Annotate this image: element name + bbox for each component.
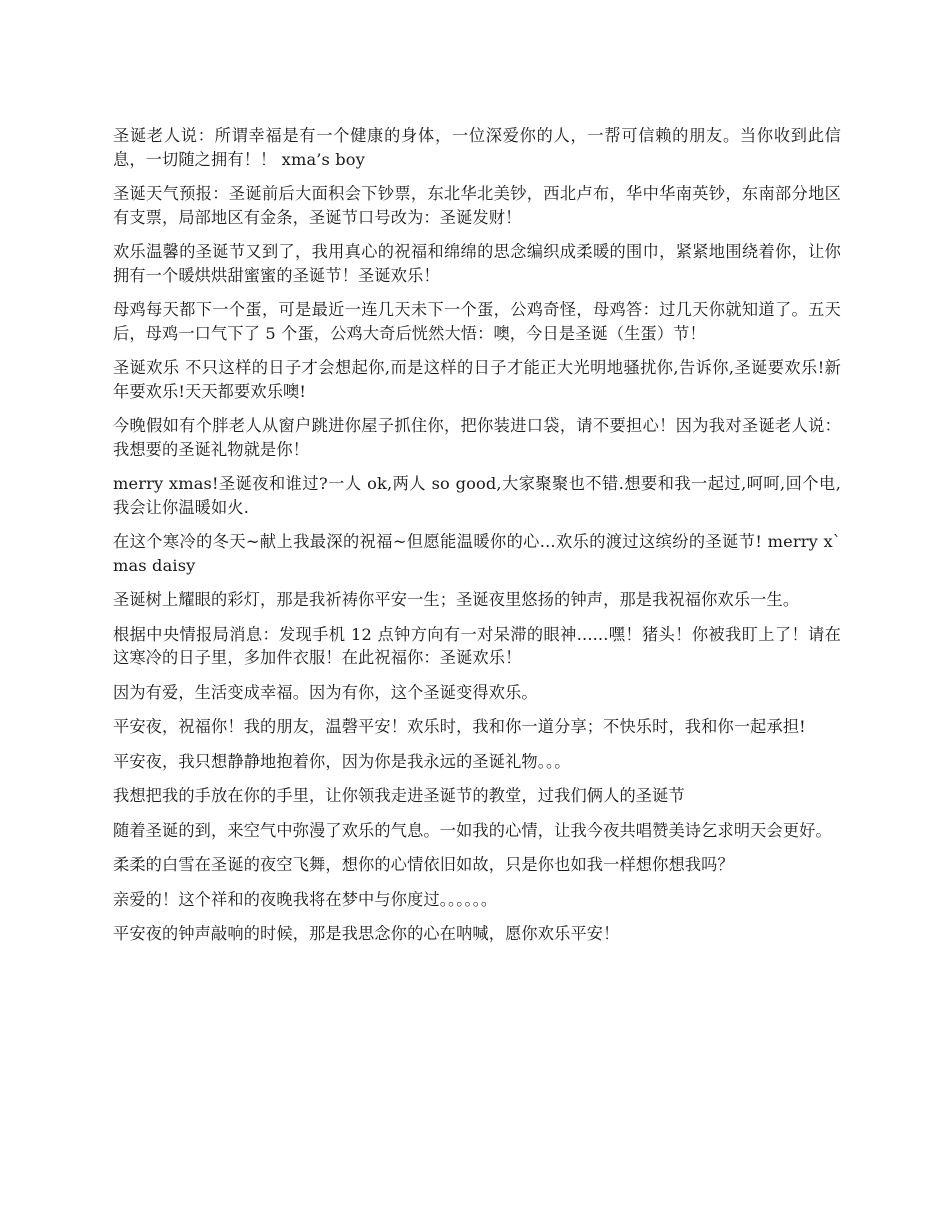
paragraph-5: 圣诞欢乐 不只这样的日子才会想起你,而是这样的日子才能正大光明地骚扰你,告诉你,圣诞要欢乐!新年要欢乐!天天都要欢乐噢! xyxy=(113,358,841,401)
paragraph-4: 母鸡每天都下一个蛋，可是最近一连几天未下一个蛋，公鸡奇怪，母鸡答：过几天你就知道了。五天后，母鸡一口气下了 5 个蛋，公鸡大奇后恍然大悟：噢，今日是圣诞（生蛋）节！ xyxy=(113,300,841,343)
paragraph-7: merry xmas!圣诞夜和谁过?一人 ok,两人 so good,大家聚聚也不错.想要和我一起过,呵呵,回个电,我会让你温暖如火. xyxy=(113,474,841,517)
document-body xyxy=(113,124,841,957)
paragraph-9: 圣诞树上耀眼的彩灯，那是我祈祷你平安一生；圣诞夜里悠扬的钟声，那是我祝福你欢乐一生。 xyxy=(113,590,800,609)
paragraph-8: 在这个寒冷的冬天~献上我最深的祝福~但愿能温暖你的心...欢乐的渡过这缤纷的圣诞节! merry x`mas daisy xyxy=(113,532,841,575)
paragraph-2: 圣诞天气预报：圣诞前后大面积会下钞票，东北华北美钞，西北卢布，华中华南英钞，东南部分地区有支票，局部地区有金条，圣诞节口号改为：圣诞发财！ xyxy=(113,184,841,227)
paragraph-10: 根据中央情报局消息：发现手机 12 点钟方向有一对呆滞的眼神......嘿！猪头！你被我盯上了！请在这寒冷的日子里，多加件衣服！在此祝福你：圣诞欢乐！ xyxy=(113,624,841,667)
paragraph-17: 亲爱的！这个祥和的夜晚我将在梦中与你度过。。。。。。 xyxy=(113,889,498,909)
paragraph-16: 柔柔的白雪在圣诞的夜空飞舞，想你的心情依旧如故，只是你也如我一样想你想我吗？ xyxy=(113,855,734,874)
paragraph-14: 我想把我的手放在你的手里，让你领我走进圣诞节的教堂，过我们俩人的圣诞节 xyxy=(113,786,685,805)
paragraph-12: 平安夜，祝福你！我的朋友，温磬平安！欢乐时，我和你一道分享；不快乐时，我和你一起承担! xyxy=(113,717,806,736)
paragraph-18: 平安夜的钟声敲响的时候，那是我思念你的心在呐喊，愿你欢乐平安！ xyxy=(113,924,620,943)
paragraph-3: 欢乐温馨的圣诞节又到了，我用真心的祝福和绵绵的思念编织成柔暖的围巾，紧紧地围绕着你，让你拥有一个暖烘烘甜蜜蜜的圣诞节！圣诞欢乐！ xyxy=(113,242,841,285)
paragraph-1: 圣诞老人说：所谓幸福是有一个健康的身体，一位深爱你的人，一帮可信赖的朋友。当你收到此信息，一切随之拥有！！ xma’s boy xyxy=(113,126,841,169)
paragraph-6: 今晚假如有个胖老人从窗户跳进你屋子抓住你，把你装进口袋，请不要担心！因为我对圣诞老人说：我想要的圣诞礼物就是你！ xyxy=(113,416,841,459)
paragraph-15: 随着圣诞的到，来空气中弥漫了欢乐的气息。一如我的心情，让我今夜共唱赞美诗乞求明天会更好。 xyxy=(113,820,832,840)
paragraph-11: 因为有爱，生活变成幸福。因为有你，这个圣诞变得欢乐。 xyxy=(113,682,538,702)
paragraph-13: 平安夜，我只想静静地抱着你，因为你是我永远的圣诞礼物。。。 xyxy=(113,751,571,771)
